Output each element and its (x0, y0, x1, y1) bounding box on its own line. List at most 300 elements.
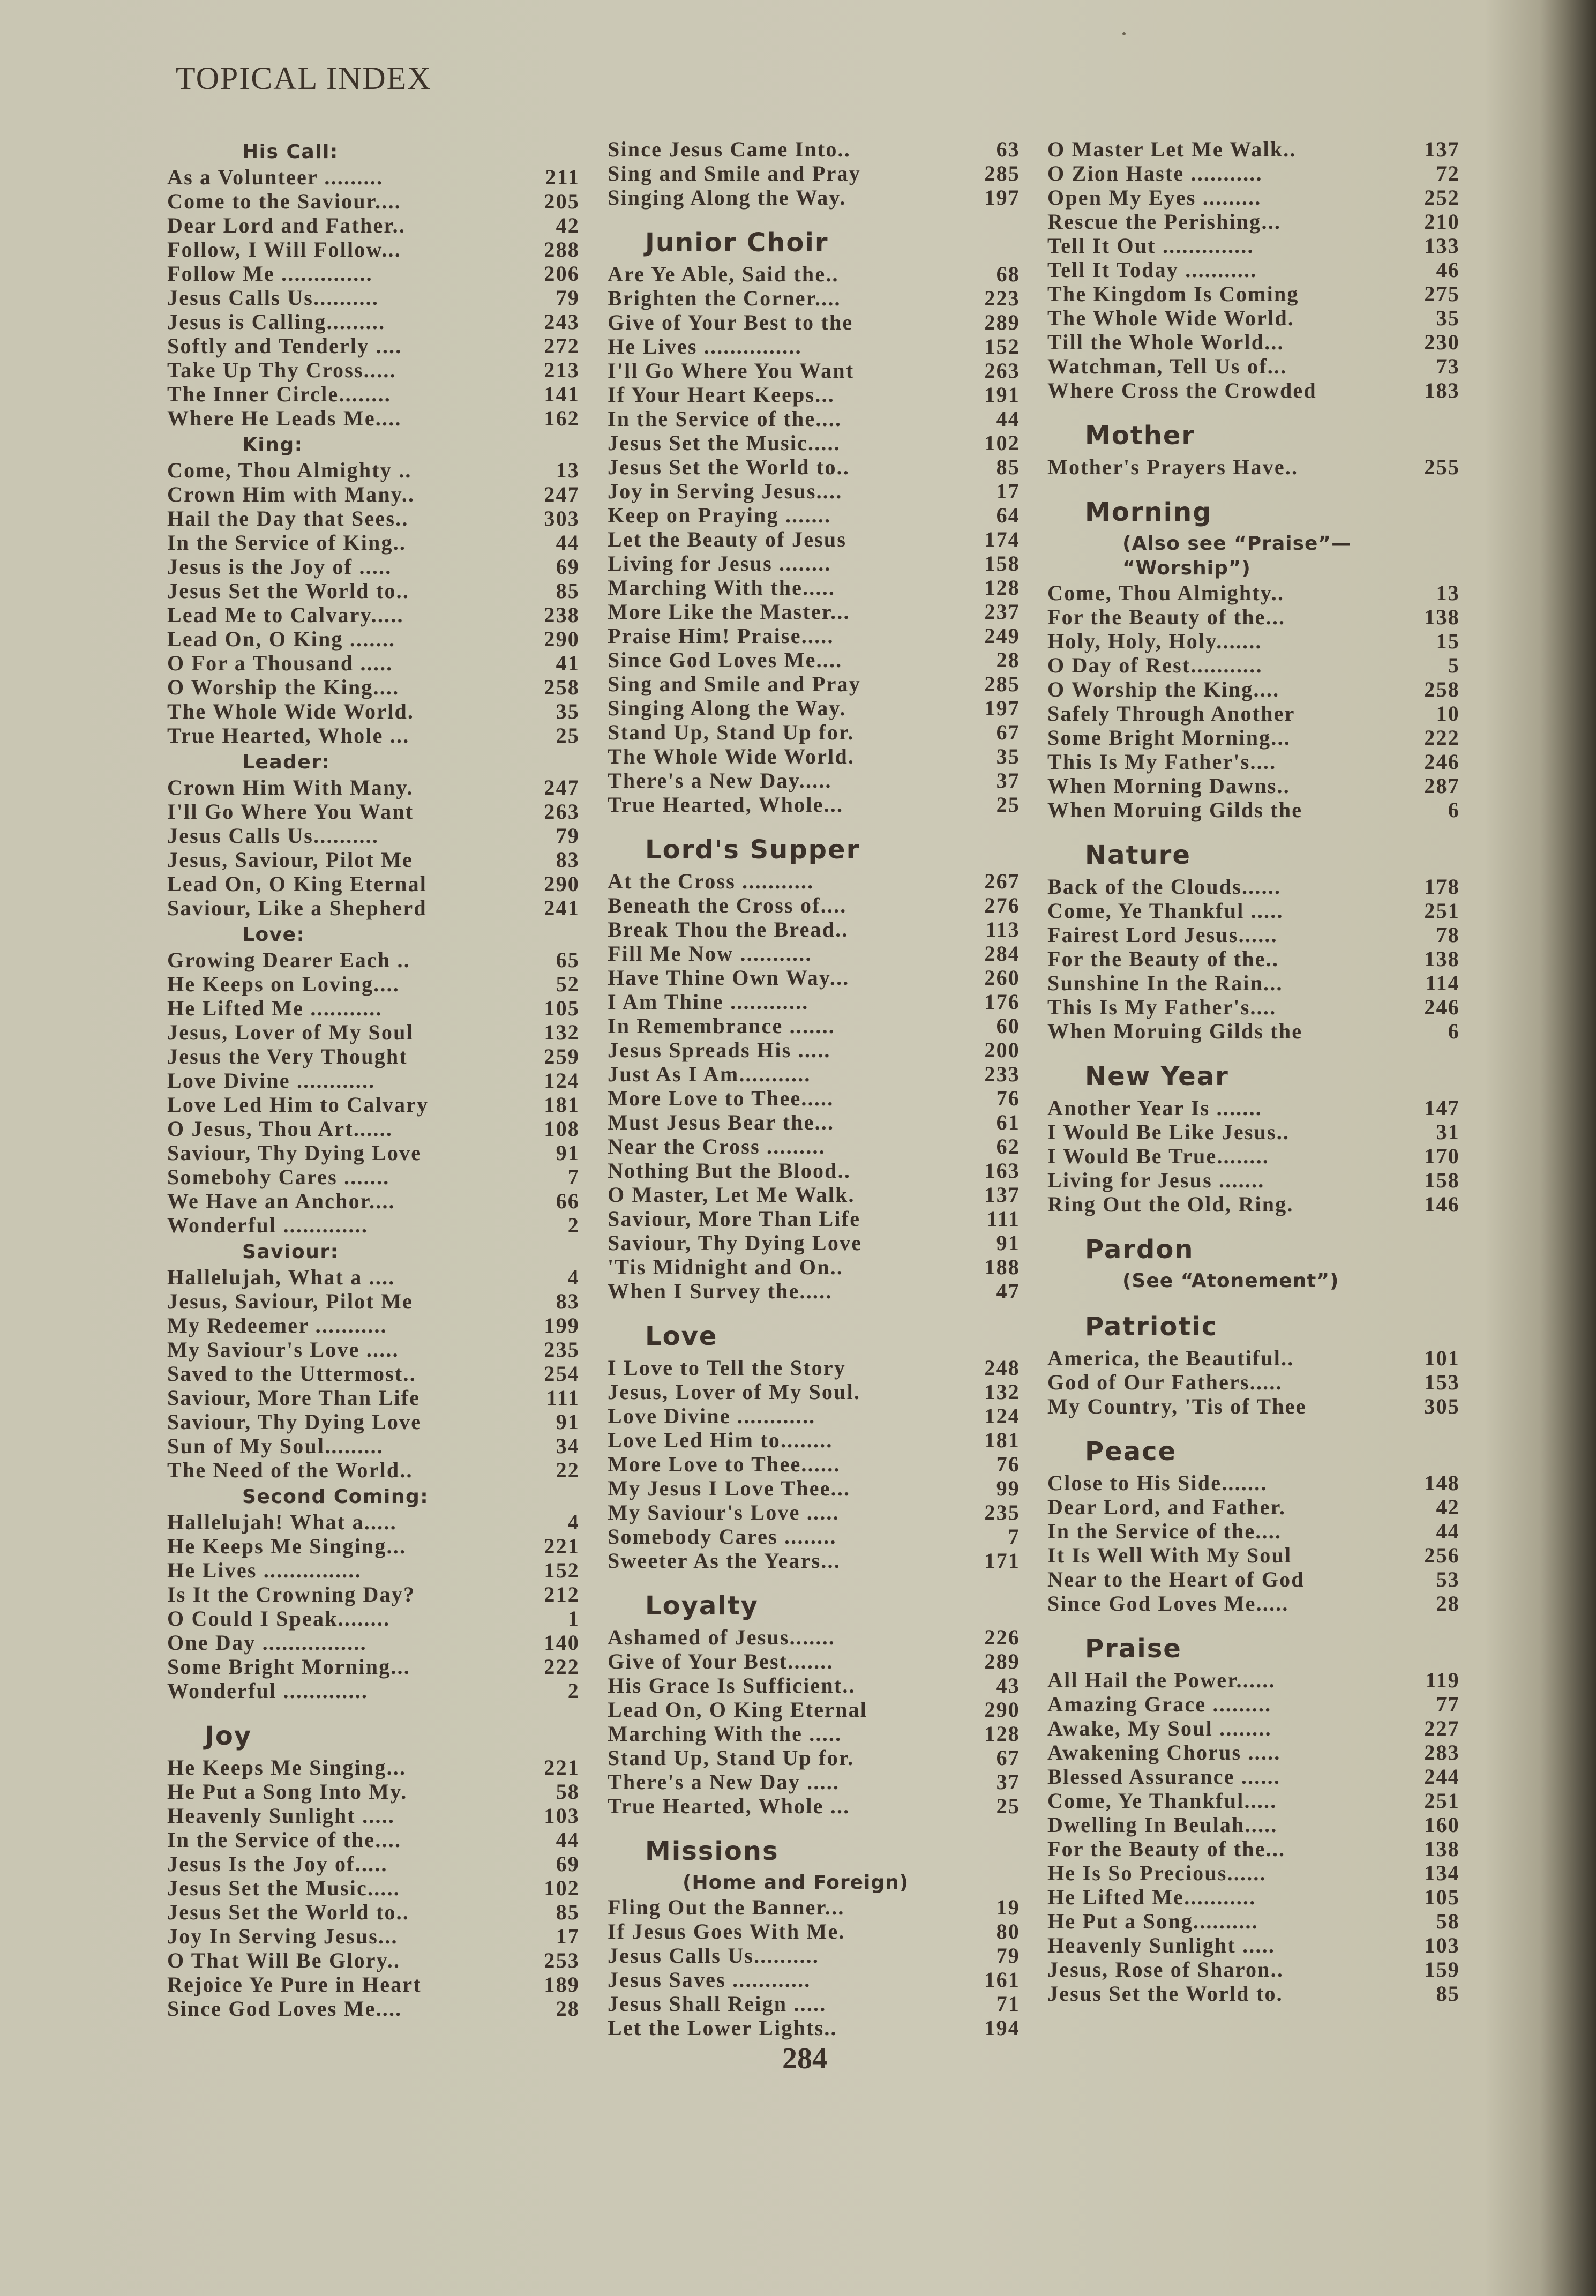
hymn-number: 246 (1424, 995, 1460, 1019)
index-entry (1047, 653, 1460, 677)
hymn-title: Have Thine Own Way... (608, 966, 850, 990)
hymn-title: He Put a Song.......... (1047, 1909, 1258, 1933)
hymn-title: The Whole Wide World. (608, 744, 855, 768)
index-entry (1047, 455, 1460, 479)
hymn-number: 28 (556, 1996, 580, 2021)
index-entry (1047, 1346, 1460, 1370)
hymn-title: The Inner Circle........ (167, 382, 391, 406)
hymn-number: 91 (556, 1141, 580, 1165)
index-entry (1047, 1144, 1460, 1168)
hymn-title: Come, Thou Almighty.. (1047, 581, 1285, 605)
hymn-number: 102 (544, 1876, 580, 1900)
hymn-number: 102 (984, 431, 1020, 455)
hymn-number: 64 (996, 503, 1020, 527)
index-entry (167, 382, 580, 406)
topic-note: (Home and Foreign) (683, 1872, 909, 1894)
hymn-number: 22 (556, 1458, 580, 1482)
hymn-title: Come, Ye Thankful..... (1047, 1789, 1277, 1813)
hymn-number: 103 (544, 1804, 580, 1828)
index-entry (608, 1183, 1020, 1207)
hymn-title: Since God Loves Me.... (608, 648, 843, 672)
hymn-title: Since God Loves Me.... (167, 1996, 402, 2021)
hymn-number: 148 (1424, 1471, 1460, 1495)
hymn-title: I Would Be Like Jesus.. (1047, 1120, 1290, 1144)
hymn-title: Keep on Praying ....... (608, 503, 831, 527)
hymn-number: 119 (1425, 1668, 1460, 1692)
hymn-number: 83 (556, 848, 580, 872)
index-entry (608, 720, 1020, 744)
index-entry (167, 334, 580, 358)
hymn-title: In Remembrance ....... (608, 1014, 836, 1038)
hymn-title: If Jesus Goes With Me. (608, 1919, 845, 1943)
hymn-number: 68 (996, 262, 1020, 286)
hymn-title: Is It the Crowning Day? (167, 1582, 416, 1606)
hymn-title: Watchman, Tell Us of... (1047, 354, 1287, 378)
hymn-title: My Saviour's Love ..... (608, 1500, 840, 1524)
index-entry (1047, 947, 1460, 971)
index-entry (167, 406, 580, 430)
index-entry (167, 1044, 580, 1068)
index-entry (608, 431, 1020, 455)
hymn-number: 73 (1436, 354, 1460, 378)
hymn-number: 188 (984, 1255, 1020, 1279)
index-entry (608, 1722, 1020, 1746)
hymn-number: 147 (1424, 1096, 1460, 1120)
hymn-title: Lead On, O King Eternal (167, 872, 428, 896)
index-entry (167, 482, 580, 506)
index-entry (167, 1289, 580, 1313)
hymn-number: 71 (996, 1992, 1020, 2016)
index-entry (608, 624, 1020, 648)
index-entry (1047, 1192, 1460, 1216)
topic-note: (Also see “Praise”— (1122, 533, 1352, 555)
index-entry (1047, 726, 1460, 750)
hymn-number: 246 (1424, 750, 1460, 774)
index-entry (1047, 581, 1460, 605)
index-entry (167, 506, 580, 530)
index-entry (1047, 1716, 1460, 1740)
index-entry (608, 1356, 1020, 1380)
hymn-number: 43 (996, 1673, 1020, 1697)
hymn-number: 108 (544, 1117, 580, 1141)
index-entry (1047, 234, 1460, 258)
index-entry (167, 1655, 580, 1679)
hymn-number: 256 (1424, 1543, 1460, 1567)
hymn-number: 303 (544, 506, 580, 530)
hymn-number: 111 (986, 1207, 1020, 1231)
hymn-number: 44 (1436, 1519, 1460, 1543)
hymn-title: I'll Go Where You Want (608, 358, 855, 383)
hymn-title: Saviour, More Than Life (608, 1207, 861, 1231)
index-entry (167, 1948, 580, 1972)
hymn-number: 13 (556, 458, 580, 482)
index-entry (167, 896, 580, 920)
hymn-number: 305 (1424, 1394, 1460, 1418)
topic-heading: New Year (1085, 1061, 1229, 1091)
hymn-title: Where He Leads Me.... (167, 406, 402, 430)
hymn-title: Dwelling In Beulah..... (1047, 1813, 1278, 1837)
index-entry (1047, 774, 1460, 798)
hymn-title: The Need of the World.. (167, 1458, 413, 1482)
hymn-title: Jesus, Saviour, Pilot Me (167, 1289, 414, 1313)
hymn-title: Rescue the Perishing... (1047, 210, 1282, 234)
index-entry (608, 1649, 1020, 1673)
index-entry (167, 1779, 580, 1804)
hymn-number: 46 (1436, 258, 1460, 282)
hymn-title: O Worship the King.... (167, 675, 400, 699)
index-entry (1047, 185, 1460, 210)
index-entry (167, 1434, 580, 1458)
topic-heading: Morning (1085, 497, 1212, 527)
topic-heading: Peace (1085, 1437, 1177, 1467)
index-entry (608, 1134, 1020, 1158)
hymn-title: Wonderful ............. (167, 1679, 369, 1703)
index-entry (167, 1534, 580, 1558)
hymn-title: Jesus Set the World to. (1047, 1981, 1283, 2006)
index-entry (1047, 701, 1460, 726)
index-entry (608, 1428, 1020, 1452)
index-entry (1047, 1495, 1460, 1519)
index-entry (167, 1679, 580, 1703)
index-entry (167, 1093, 580, 1117)
index-entry (608, 966, 1020, 990)
hymn-number: 153 (1424, 1370, 1460, 1394)
hymn-title: True Hearted, Whole... (608, 792, 844, 817)
hymn-number: 31 (1436, 1120, 1460, 1144)
hymn-title: The Whole Wide World. (1047, 306, 1295, 330)
hymn-number: 283 (1424, 1740, 1460, 1764)
hymn-title: In the Service of the.... (608, 407, 842, 431)
hymn-title: Let the Lower Lights.. (608, 2016, 837, 2040)
hymn-number: 243 (544, 310, 580, 334)
hymn-title: True Hearted, Whole ... (608, 1794, 850, 1818)
index-entry (1047, 330, 1460, 354)
index-entry (608, 286, 1020, 310)
hymn-number: 212 (544, 1582, 580, 1606)
hymn-number: 194 (984, 2016, 1020, 2040)
hymn-number: 28 (996, 648, 1020, 672)
hymn-number: 17 (556, 1924, 580, 1948)
index-entry (167, 1876, 580, 1900)
hymn-title: Come, Ye Thankful ..... (1047, 899, 1284, 923)
hymn-number: 103 (1424, 1933, 1460, 1957)
index-entry (1047, 1764, 1460, 1789)
index-entry (1047, 1957, 1460, 1981)
hymn-number: 221 (544, 1755, 580, 1779)
hymn-number: 138 (1424, 605, 1460, 629)
hymn-number: 263 (984, 358, 1020, 383)
hymn-title: More Love to Thee..... (608, 1086, 834, 1110)
hymn-title: Love Led Him to........ (608, 1428, 833, 1452)
index-entry (167, 555, 580, 579)
hymn-number: 85 (996, 455, 1020, 479)
index-column-1 (167, 137, 580, 2021)
hymn-number: 25 (996, 792, 1020, 817)
hymn-number: 255 (1424, 455, 1460, 479)
hymn-number: 211 (545, 165, 580, 189)
hymn-number: 205 (544, 189, 580, 213)
index-entry (608, 648, 1020, 672)
hymn-title: When Moruing Gilds the (1047, 1019, 1303, 1043)
hymn-title: Just As I Am........... (608, 1062, 811, 1086)
index-entry (167, 1900, 580, 1924)
hymn-title: More Like the Master... (608, 600, 850, 624)
hymn-number: 25 (996, 1794, 1020, 1818)
index-entry (608, 744, 1020, 768)
hymn-number: 272 (544, 334, 580, 358)
index-entry (608, 527, 1020, 551)
index-entry (167, 286, 580, 310)
hymn-number: 138 (1424, 947, 1460, 971)
hymn-number: 247 (544, 775, 580, 799)
index-entry (608, 1992, 1020, 2016)
hymn-number: 67 (996, 1746, 1020, 1770)
index-entry (1047, 137, 1460, 161)
hymn-number: 35 (996, 744, 1020, 768)
hymn-number: 244 (1424, 1764, 1460, 1789)
hymn-number: 2 (567, 1213, 580, 1237)
hymn-number: 263 (544, 799, 580, 824)
hymn-number: 206 (544, 261, 580, 286)
index-entry (608, 1452, 1020, 1476)
index-entry (167, 213, 580, 237)
hymn-title: Jesus Saves ............ (608, 1968, 811, 1992)
hymn-number: 199 (544, 1313, 580, 1337)
hymn-title: Hallelujah, What a .... (167, 1265, 395, 1289)
hymn-title: More Love to Thee...... (608, 1452, 841, 1476)
hymn-title: Fill Me Now ........... (608, 941, 812, 966)
hymn-title: Mother's Prayers Have.. (1047, 455, 1299, 479)
index-entry (1047, 1370, 1460, 1394)
hymn-title: Come to the Saviour.... (167, 189, 401, 213)
index-entry (608, 1673, 1020, 1697)
hymn-number: 170 (1424, 1144, 1460, 1168)
hymn-number: 105 (1424, 1885, 1460, 1909)
hymn-number: 85 (1436, 1981, 1460, 2006)
hymn-number: 233 (984, 1062, 1020, 1086)
index-entry (1047, 629, 1460, 653)
hymn-number: 58 (556, 1779, 580, 1804)
index-entry (1047, 1394, 1460, 1418)
index-entry (1047, 605, 1460, 629)
hymn-title: Must Jesus Bear the... (608, 1110, 835, 1134)
index-entry (167, 872, 580, 896)
subtopic-heading: Second Coming: (242, 1486, 429, 1508)
hymn-title: Growing Dearer Each .. (167, 948, 410, 972)
hymn-title: Jesus Set the Music..... (608, 431, 841, 455)
index-entry (167, 1117, 580, 1141)
index-entry (167, 1972, 580, 1996)
index-entry (608, 334, 1020, 358)
topic-heading: Lord's Supper (645, 835, 860, 865)
hymn-number: 91 (996, 1231, 1020, 1255)
hymn-title: I Would Be True........ (1047, 1144, 1270, 1168)
hymn-title: I'll Go Where You Want (167, 799, 414, 824)
hymn-number: 290 (544, 872, 580, 896)
hymn-title: Jesus Calls Us.......... (608, 1943, 820, 1968)
hymn-number: 66 (556, 1189, 580, 1213)
index-entry (608, 455, 1020, 479)
hymn-number: 285 (984, 672, 1020, 696)
index-entry (608, 310, 1020, 334)
hymn-number: 114 (1425, 971, 1460, 995)
index-entry (1047, 258, 1460, 282)
hymn-number: 111 (546, 1386, 580, 1410)
hymn-number: 61 (996, 1110, 1020, 1134)
hymn-number: 85 (556, 1900, 580, 1924)
index-entry (167, 1213, 580, 1237)
hymn-number: 210 (1424, 210, 1460, 234)
hymn-number: 128 (984, 1722, 1020, 1746)
hymn-number: 163 (984, 1158, 1020, 1183)
index-entry (1047, 995, 1460, 1019)
hymn-number: 197 (984, 696, 1020, 720)
hymn-title: 'Tis Midnight and On.. (608, 1255, 844, 1279)
hymn-title: Are Ye Able, Said the.. (608, 262, 839, 286)
hymn-title: Open My Eyes ......... (1047, 185, 1262, 210)
index-entry (1047, 354, 1460, 378)
index-entry (608, 696, 1020, 720)
index-entry (167, 1631, 580, 1655)
hymn-title: Beneath the Cross of.... (608, 893, 847, 917)
hymn-number: 91 (556, 1410, 580, 1434)
hymn-title: Sun of My Soul......... (167, 1434, 384, 1458)
topic-heading: Praise (1085, 1634, 1182, 1664)
hymn-title: Marching With the ..... (608, 1722, 842, 1746)
index-entry (608, 1746, 1020, 1770)
hymn-number: 113 (985, 917, 1020, 941)
hymn-title: Nothing But the Blood.. (608, 1158, 851, 1183)
hymn-number: 160 (1424, 1813, 1460, 1837)
index-entry (167, 1265, 580, 1289)
hymn-title: When Moruing Gilds the (1047, 798, 1303, 822)
index-entry (167, 530, 580, 555)
hymn-number: 200 (984, 1038, 1020, 1062)
index-column-2 (608, 137, 1020, 2040)
hymn-title: He Keeps on Loving.... (167, 972, 400, 996)
hymn-title: Jesus, Rose of Sharon.. (1047, 1957, 1284, 1981)
hymn-title: Another Year Is ....... (1047, 1096, 1262, 1120)
hymn-title: Living for Jesus ....... (1047, 1168, 1265, 1192)
hymn-title: Love Led Him to Calvary (167, 1093, 429, 1117)
index-entry (1047, 1933, 1460, 1957)
hymn-number: 222 (1424, 726, 1460, 750)
hymn-title: Crown Him with Many.. (167, 482, 415, 506)
index-entry (1047, 677, 1460, 701)
index-entry (608, 1943, 1020, 1968)
hymn-number: 133 (1424, 234, 1460, 258)
hymn-title: O Zion Haste ........... (1047, 161, 1263, 185)
hymn-title: Let the Beauty of Jesus (608, 527, 847, 551)
index-entry (608, 1014, 1020, 1038)
index-entry (167, 1165, 580, 1189)
hymn-number: 235 (544, 1337, 580, 1362)
hymn-title: Jesus, Lover of My Soul. (608, 1380, 861, 1404)
hymn-title: Joy In Serving Jesus... (167, 1924, 398, 1948)
hymn-number: 78 (1436, 923, 1460, 947)
hymn-number: 60 (996, 1014, 1020, 1038)
index-entry (167, 1068, 580, 1093)
index-entry (167, 1606, 580, 1631)
hymn-number: 197 (984, 185, 1020, 210)
hymn-title: Jesus Set the World to.. (608, 455, 850, 479)
scan-speck (1122, 32, 1126, 35)
hymn-number: 101 (1424, 1346, 1460, 1370)
hymn-number: 28 (1436, 1591, 1460, 1616)
hymn-title: When I Survey the..... (608, 1279, 833, 1303)
index-entry (608, 503, 1020, 527)
hymn-title: It Is Well With My Soul (1047, 1543, 1292, 1567)
hymn-number: 235 (984, 1500, 1020, 1524)
hymn-title: Amazing Grace ......... (1047, 1692, 1272, 1716)
hymn-title: Sing and Smile and Pray (608, 672, 861, 696)
index-entry (167, 1189, 580, 1213)
index-entry (1047, 1543, 1460, 1567)
hymn-number: 290 (544, 627, 580, 651)
hymn-number: 247 (544, 482, 580, 506)
hymn-title: Jesus Calls Us.......... (167, 824, 379, 848)
hymn-number: 7 (567, 1165, 580, 1189)
index-entry (167, 1924, 580, 1948)
hymn-title: O For a Thousand ..... (167, 651, 393, 675)
index-entry (608, 407, 1020, 431)
index-entry (608, 1279, 1020, 1303)
index-entry (608, 262, 1020, 286)
hymn-number: 44 (556, 1828, 580, 1852)
hymn-title: He Lifted Me ........... (167, 996, 383, 1020)
index-entry (608, 917, 1020, 941)
hymn-title: O Jesus, Thou Art...... (167, 1117, 393, 1141)
hymn-number: 53 (1436, 1567, 1460, 1591)
hymn-title: Joy in Serving Jesus.... (608, 479, 843, 503)
index-entry (167, 189, 580, 213)
hymn-title: Safely Through Another (1047, 701, 1295, 726)
hymn-number: 42 (556, 213, 580, 237)
hymn-number: 77 (1436, 1692, 1460, 1716)
hymn-number: 141 (544, 382, 580, 406)
index-entry (608, 1158, 1020, 1183)
hymn-title: For the Beauty of the... (1047, 1837, 1286, 1861)
index-entry (167, 1852, 580, 1876)
hymn-title: Love Divine ............ (608, 1404, 816, 1428)
hymn-title: In the Service of the.... (1047, 1519, 1282, 1543)
hymn-title: My Saviour's Love ..... (167, 1337, 399, 1362)
index-entry (608, 2016, 1020, 2040)
hymn-number: 4 (567, 1510, 580, 1534)
hymn-number: 249 (984, 624, 1020, 648)
hymn-number: 76 (996, 1086, 1020, 1110)
subtopic-heading: King: (242, 434, 303, 456)
hymn-title: Marching With the..... (608, 575, 836, 600)
index-entry (167, 1337, 580, 1362)
index-entry (167, 1362, 580, 1386)
index-entry (167, 1558, 580, 1582)
hymn-number: 289 (984, 310, 1020, 334)
hymn-title: Jesus Set the World to.. (167, 1900, 410, 1924)
index-entry (1047, 1885, 1460, 1909)
hymn-number: 171 (984, 1549, 1020, 1573)
index-entry (608, 551, 1020, 575)
hymn-number: 34 (556, 1434, 580, 1458)
index-entry (1047, 971, 1460, 995)
index-entry (608, 1500, 1020, 1524)
hymn-title: For the Beauty of the.. (1047, 947, 1279, 971)
hymn-number: 138 (1424, 1837, 1460, 1861)
hymn-title: Dear Lord, and Father. (1047, 1495, 1286, 1519)
hymn-title: Break Thou the Bread.. (608, 917, 849, 941)
hymn-title: My Country, 'Tis of Thee (1047, 1394, 1307, 1418)
hymn-number: 251 (1424, 1789, 1460, 1813)
